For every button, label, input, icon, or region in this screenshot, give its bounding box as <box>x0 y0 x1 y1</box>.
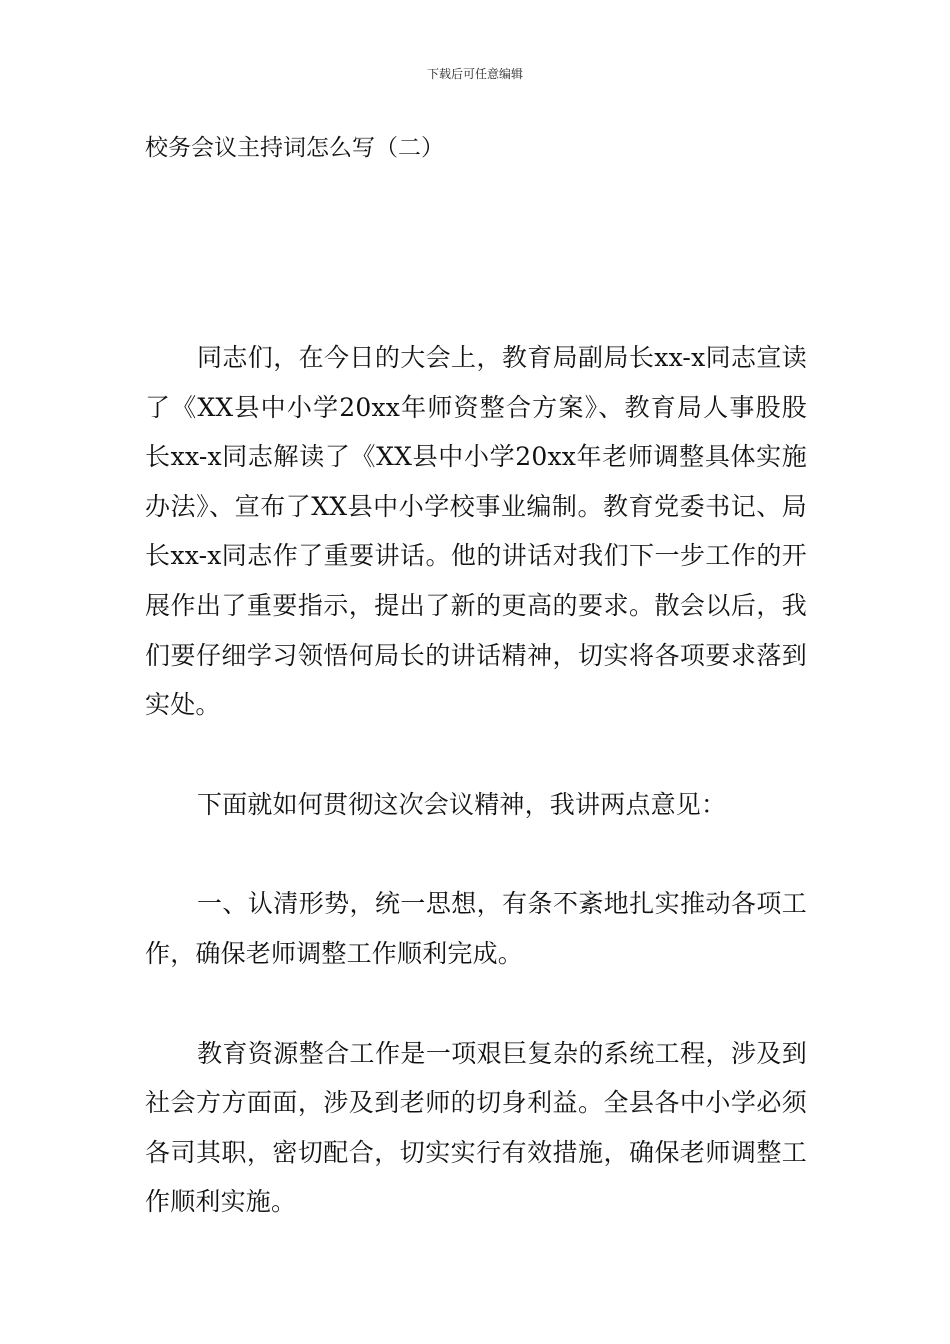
paragraph-intro-points: 下面就如何贯彻这次会议精神，我讲两点意见： <box>197 789 727 819</box>
header-note: 下载后可任意编辑 <box>426 67 523 81</box>
paragraph-point-one-body: 教育资源整合工作是一项艰巨复杂的系统工程，涉及到社会方方面面，涉及到老师的切身利益。全县各中小学必须各司其职，密切配合，切实实行有效措施，确保老师调整工作顺利实施。 <box>145 1038 807 1217</box>
document-title: 校务会议主持词怎么写（二） <box>145 135 444 161</box>
document-body <box>145 333 807 1227</box>
paragraph-point-one-heading: 一、认清形势，统一思想，有条不紊地扎实推动各项工作，确保老师调整工作顺利完成。 <box>145 889 807 968</box>
paragraph-opening: 同志们，在今日的大会上，教育局副局长xx-x同志宣读了《XX县中小学20xx年师资整合方案》、教育局人事股股长xx-x同志解读了《XX县中小学20xx年老师调整具体实施办法》、宣布了XX县中小学校事业编制。教育党委书记、局长xx-x同志作了重要讲话。他的讲话对我们下一步工作的开展作出了重要指示，提出了新的更高的要求。散会以后，我们要仔细学习领悟何局长的讲话精神，切实将各项要求落到实处。 <box>145 343 807 720</box>
